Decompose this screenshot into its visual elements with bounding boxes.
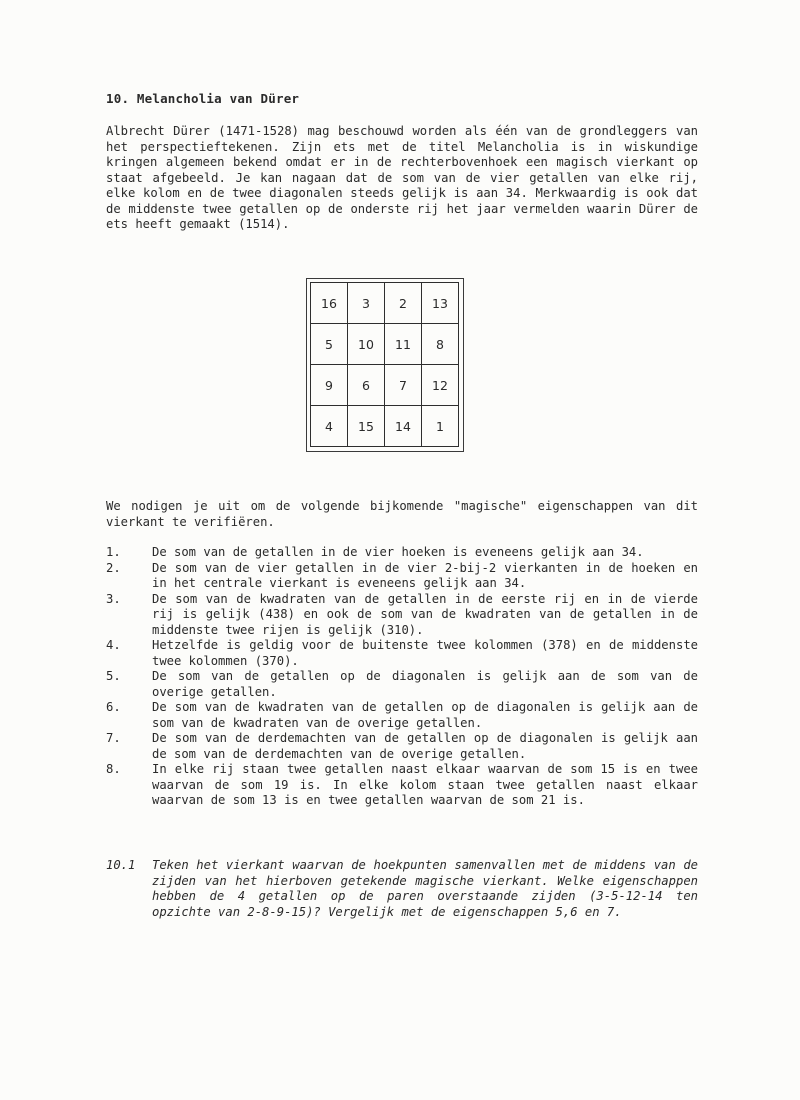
magic-square-cell: 9 xyxy=(311,365,348,406)
magic-square xyxy=(310,282,459,447)
property-text: De som van de derdemachten van de getallen op de diagonalen is gelijk aan de som van de derdemachten van de overige getallen. xyxy=(152,731,698,761)
magic-square-cell: 16 xyxy=(311,283,348,324)
property-number: 6. xyxy=(106,700,121,714)
magic-square-cell: 1 xyxy=(422,406,459,447)
magic-square-row xyxy=(311,283,459,324)
section-title: 10. Melancholia van Dürer xyxy=(106,91,300,106)
property-item xyxy=(106,669,698,700)
magic-square-cell: 2 xyxy=(385,283,422,324)
property-item xyxy=(106,561,698,592)
property-number: 1. xyxy=(106,545,121,559)
property-item xyxy=(106,592,698,639)
property-text: In elke rij staan twee getallen naast elkaar waarvan de som 15 is en twee waarvan de som 19 is. In elke kolom staan twee getallen naast elkaar waarvan de som 13 is en twee getallen waarvan de som 21 is. xyxy=(152,762,698,807)
magic-square-cell: 14 xyxy=(385,406,422,447)
property-number: 2. xyxy=(106,560,121,575)
intro-paragraph: Albrecht Dürer (1471-1528) mag beschouwd worden als één van de grondleggers van het perspectieftekenen. Zijn ets met de titel Melancholia is in wiskundige kringen algemeen bekend omdat er in de rechterbovenhoek een magisch vierkant op staat afgebeeld. Je kan nagaan dat de som van de vier getallen van elke rij, elke kolom en de twee diagonalen steeds gelijk is aan 34. Merkwaardig is ook dat de middenste twee getallen op de onderste rij het jaar vermelden waarin Dürer de ets heeft gemaakt (1514). xyxy=(106,124,698,231)
property-text: De som van de kwadraten van de getallen in de eerste rij en in de vierde rij is gelijk (438) en ook de som van de kwadraten van de getallen in de middenste twee rijen is gelijk (310). xyxy=(152,591,698,637)
invitation-text: We nodigen je uit om de volgende bijkomende "magische" eigenschappen van dit vierkant te verifiëren. xyxy=(106,499,698,529)
properties-list xyxy=(106,545,698,809)
magic-square-cell: 4 xyxy=(311,406,348,447)
magic-square-row xyxy=(311,365,459,406)
magic-square-cell: 7 xyxy=(385,365,422,406)
property-item xyxy=(106,731,698,762)
property-number: 3. xyxy=(106,591,121,606)
exercise-block xyxy=(106,858,698,920)
property-number: 7. xyxy=(106,731,121,745)
property-text: De som van de getallen in de vier hoeken is eveneens gelijk aan 34. xyxy=(152,545,644,559)
property-item xyxy=(106,545,698,561)
property-text: De som van de getallen op de diagonalen is gelijk aan de som van de overige getallen. xyxy=(152,669,698,699)
property-number: 8. xyxy=(106,762,121,776)
exercise-text: Teken het vierkant waarvan de hoekpunten samenvallen met de middens van de zijden van het hierboven getekende magische vierkant. Welke eigenschappen hebben de 4 getallen op de paren overstaande zijden (3-5-12-14 ten opzichte van 2-8-9-15)? Vergelijk met de eigenschappen 5,6 en 7. xyxy=(152,858,698,919)
property-item xyxy=(106,700,698,731)
property-text: Hetzelfde is geldig voor de buitenste twee kolommen (378) en de middenste twee kolommen (370). xyxy=(152,638,698,668)
property-item xyxy=(106,638,698,669)
property-text: De som van de kwadraten van de getallen op de diagonalen is gelijk aan de som van de kwadraten van de overige getallen. xyxy=(152,700,698,730)
property-number: 5. xyxy=(106,669,121,683)
magic-square-cell: 5 xyxy=(311,324,348,365)
magic-square-cell: 6 xyxy=(348,365,385,406)
magic-square-cell: 12 xyxy=(422,365,459,406)
magic-square-frame xyxy=(306,278,464,452)
property-text: De som van de vier getallen in de vier 2-bij-2 vierkanten in de hoeken en in het centrale vierkant is eveneens gelijk aan 34. xyxy=(152,560,698,590)
magic-square-cell: 15 xyxy=(348,406,385,447)
magic-square-cell: 3 xyxy=(348,283,385,324)
magic-square-row xyxy=(311,324,459,365)
magic-square-cell: 8 xyxy=(422,324,459,365)
exercise-number: 10.1 xyxy=(106,858,136,872)
magic-square-cell: 13 xyxy=(422,283,459,324)
property-number: 4. xyxy=(106,638,121,652)
magic-square-cell: 10 xyxy=(348,324,385,365)
property-item xyxy=(106,762,698,809)
magic-square-row xyxy=(311,406,459,447)
magic-square-cell: 11 xyxy=(385,324,422,365)
